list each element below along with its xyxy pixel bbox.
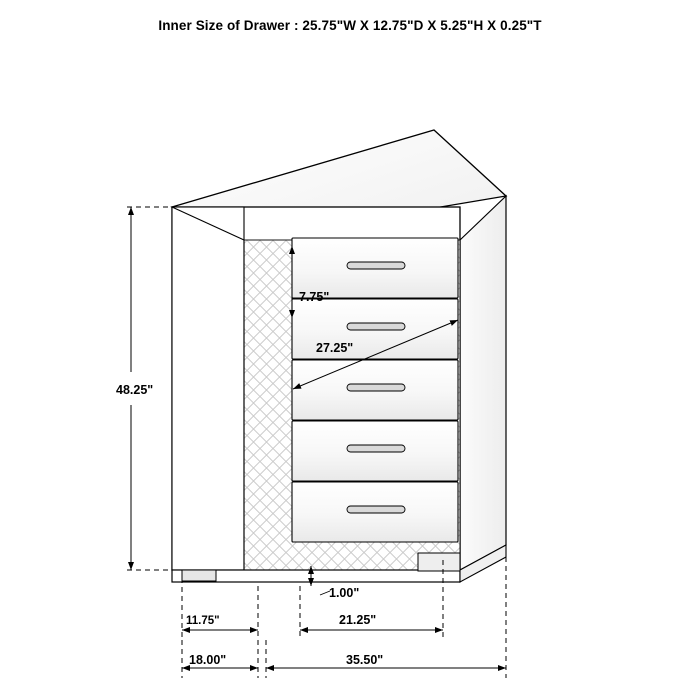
dim-label-foot-height: 1.00" (329, 586, 360, 600)
drawer-handle-3[interactable] (347, 384, 405, 391)
chest-right-side-panel (460, 196, 506, 570)
drawer-handle-2[interactable] (347, 323, 405, 330)
chest-body (172, 130, 506, 582)
chest-foot-left (182, 570, 216, 581)
chest-left-front-strip (172, 207, 244, 570)
drawer-handle-4[interactable] (347, 445, 405, 452)
chest-foot-right (418, 553, 460, 571)
page-title: Inner Size of Drawer : 25.75"W X 12.75"D X 5.25"H X 0.25"T (158, 18, 542, 33)
dim-label-overall-height: 48.25" (116, 383, 154, 397)
dim-label-side-depth: 11.75" (186, 615, 220, 627)
dim-label-base-depth: 18.00" (189, 653, 227, 667)
dim-label-base-width: 35.50" (346, 653, 384, 667)
drawer-handle-5[interactable] (347, 506, 405, 513)
dim-label-drawer-span: 21.25" (339, 613, 377, 627)
dim-label-drawer-height: 7.75" (299, 290, 330, 304)
dim-label-drawer-width: 27.25" (316, 341, 354, 355)
drawer-handle-1[interactable] (347, 262, 405, 269)
